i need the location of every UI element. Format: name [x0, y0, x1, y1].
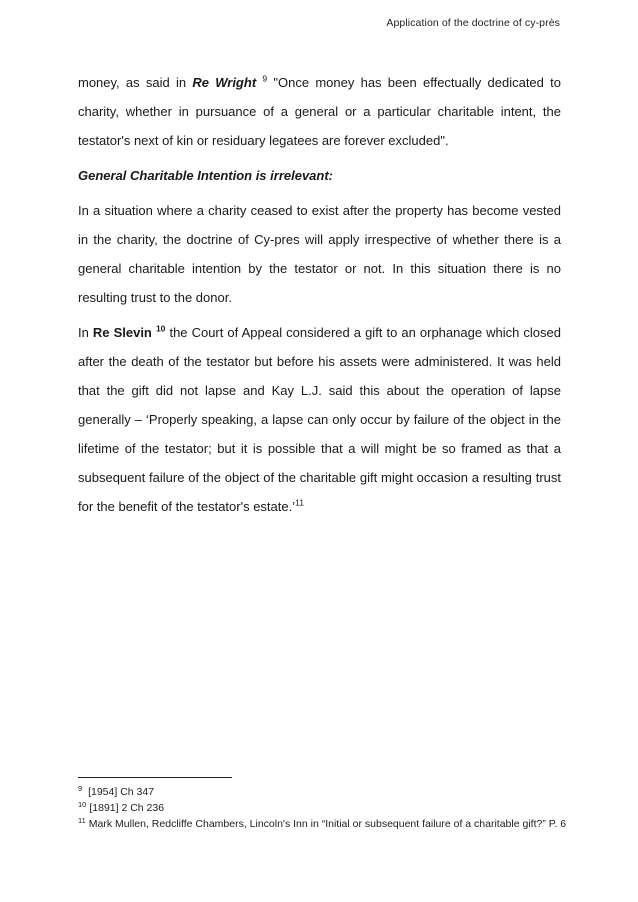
footnote-9	[78, 784, 578, 800]
footnote-text: [1954] Ch 347	[85, 786, 155, 798]
paragraph-re-wright	[78, 68, 561, 155]
footnote-10	[78, 800, 578, 816]
paragraph-text: the Court of Appeal considered a gift to an orphanage which closed after the death of the testator but before his assets were administered. It was held that the gift did not lapse and Kay L.J. said this about the operation of lapse generally – ‘Properly speaking, a lapse can only occur by failure of the object in the lifetime of the testator; but it is possible that a will might be so framed as that a subsequent failure of the object of the charitable gift might occasion a resulting trust for the benefit of the testator's estate.’	[78, 325, 561, 514]
footnote-number: 11	[78, 815, 86, 825]
footnotes	[78, 784, 578, 832]
paragraph-text: money, as said in	[78, 75, 193, 90]
footnote-text: [1891] 2 Ch 236	[89, 802, 165, 814]
paragraph-text: In	[78, 325, 93, 340]
document-body	[78, 68, 561, 527]
footnote-number: 10	[78, 799, 87, 809]
section-heading: General Charitable Intention is irrelevant:	[78, 168, 334, 183]
footnote-text: Mark Mullen, Redcliffe Chambers, Lincoln's Inn in “Initial or subsequent failure of a charitable gift?” P. 6	[88, 818, 567, 830]
case-name-re-wright: Re Wright	[192, 75, 257, 90]
footnote-number: 9	[78, 783, 83, 793]
footnote-separator	[78, 777, 232, 778]
paragraph-text: "Once money has been effectually dedicated to charity, whether in pursuance of a general or a particular charitable intent, the testator's next of kin or residuary legatees are forever excluded".	[78, 75, 561, 148]
case-name-re-slevin: Re Slevin	[92, 325, 152, 340]
footnote-11	[78, 816, 578, 832]
footnote-ref-10[interactable]: 10	[155, 323, 166, 334]
running-header: Application of the doctrine of cy-près	[386, 17, 560, 29]
footnote-ref-9[interactable]: 9	[262, 73, 268, 84]
paragraph-cy-pres: In a situation where a charity ceased to exist after the property has become vested in the charity, the doctrine of Cy-pres will apply irrespective of whether there is a general charitable intention by the testator or not. In this situation there is no resulting trust to the donor.	[78, 203, 561, 305]
paragraph-re-slevin	[78, 318, 561, 521]
footnote-ref-11[interactable]: 11	[295, 497, 304, 508]
